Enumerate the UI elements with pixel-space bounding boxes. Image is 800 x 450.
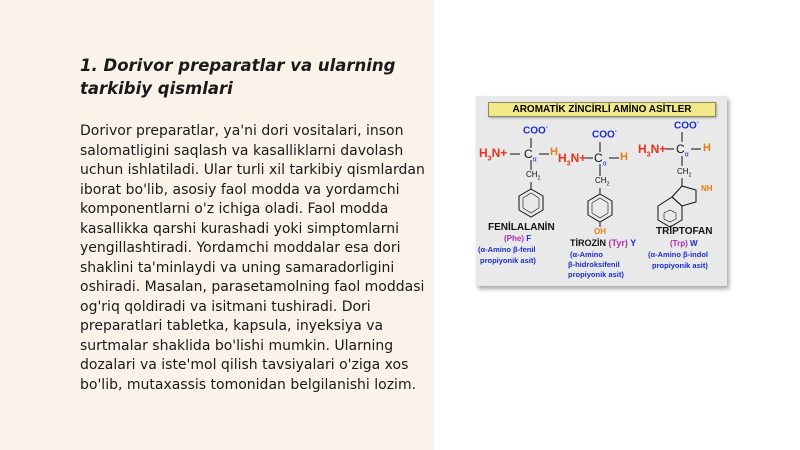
- indole-benzene-ring: [658, 197, 682, 227]
- tryptophan-desc-2: propiyonik asit): [652, 261, 708, 270]
- tryptophan-desc-1: (α-Amino β-indol: [648, 250, 709, 259]
- amino-group-2: $H_3N+$: [558, 151, 587, 168]
- amino-group-1: $H_3N+$: [479, 146, 508, 163]
- phenylalanine-name: FENİLALANİN: [488, 222, 555, 233]
- tyrosine-desc-1: (α-Amino: [570, 250, 603, 259]
- ch2-group-3: $CH_2$: [677, 167, 692, 179]
- aromatic-ring-inner: [523, 193, 539, 213]
- ch2-group-1: $CH_2$: [526, 170, 541, 182]
- ch2-group-2: $CH_2$: [595, 176, 610, 188]
- hydrogen-1: H: [550, 146, 558, 158]
- amino-group-3: $H_3N+$: [638, 142, 667, 159]
- tryptophan-name: TRİPTOFAN: [656, 226, 713, 237]
- phenylalanine-code: (Phe) F: [504, 234, 532, 243]
- slide-body-text: Dorivor preparatlar, ya'ni dori vositalari, inson salomatligini saqlash va kasalliklarni davolash uchun ishlatiladi. Ular turli xil tarkibiy qismlardan iborat bo'lib, asosiy faol modda va yordamchi komponentlarni o'z ichiga oladi. Faol modda kasallikka qarshi kurashadi yoki simptomlarni yengillashtiradi. Yordamchi moddalar esa dori shaklini ta'minlaydi va uning samaradorligini oshiradi. Masalan, parasetamolning faol moddasi og'riq qoldiradi va isitmani tushiradi. Dori preparatlari tabletka, kapsula, inyeksiya va surtmalar shaklida bo'lishi mumkin. Ularning dozalari va iste'mol qilish tavsiyalari o'ziga xos bo'lib, mutaxassis tomonidan belgilanishi lozim.: [80, 123, 425, 393]
- aromatic-ring-inner: [592, 198, 608, 218]
- tyrosine-desc-2: β-hidroksifenil: [568, 260, 620, 269]
- coo-group-3: COO-: [674, 120, 699, 132]
- tyrosine-desc-3: propiyonik asit): [568, 270, 624, 279]
- hydrogen-3: H: [703, 142, 711, 154]
- tyrosine-label: TİROZİN (Tyr) Y: [570, 238, 637, 248]
- phenylalanine-desc-2: propiyonik asit): [480, 256, 536, 265]
- indole-ring-icon: [672, 186, 696, 206]
- amino-acid-figure: [476, 96, 727, 286]
- alpha-carbon-2: $C_\alpha$: [594, 151, 607, 168]
- alpha-carbon-1: $C_\alpha$: [524, 147, 537, 164]
- nh-group: NH: [701, 184, 713, 193]
- coo-group-2: COO-: [592, 129, 617, 141]
- hydroxyl-group: OH: [594, 227, 606, 236]
- tryptophan-code: (Trp) W: [670, 239, 698, 248]
- aromatic-ring-inner: [664, 210, 676, 222]
- alpha-carbon-3: $C_\alpha$: [676, 142, 689, 159]
- coo-group-1: COO-: [523, 125, 548, 137]
- phenylalanine-desc-1: (α-Amino β-fenil: [478, 245, 536, 254]
- hydrogen-2: H: [620, 151, 628, 163]
- figure-title: AROMATİK ZİNCİRLİ AMİNO ASİTLER: [488, 102, 716, 117]
- slide-heading: 1. Dorivor preparatlar va ularning tarkibiy qismlari: [80, 56, 396, 98]
